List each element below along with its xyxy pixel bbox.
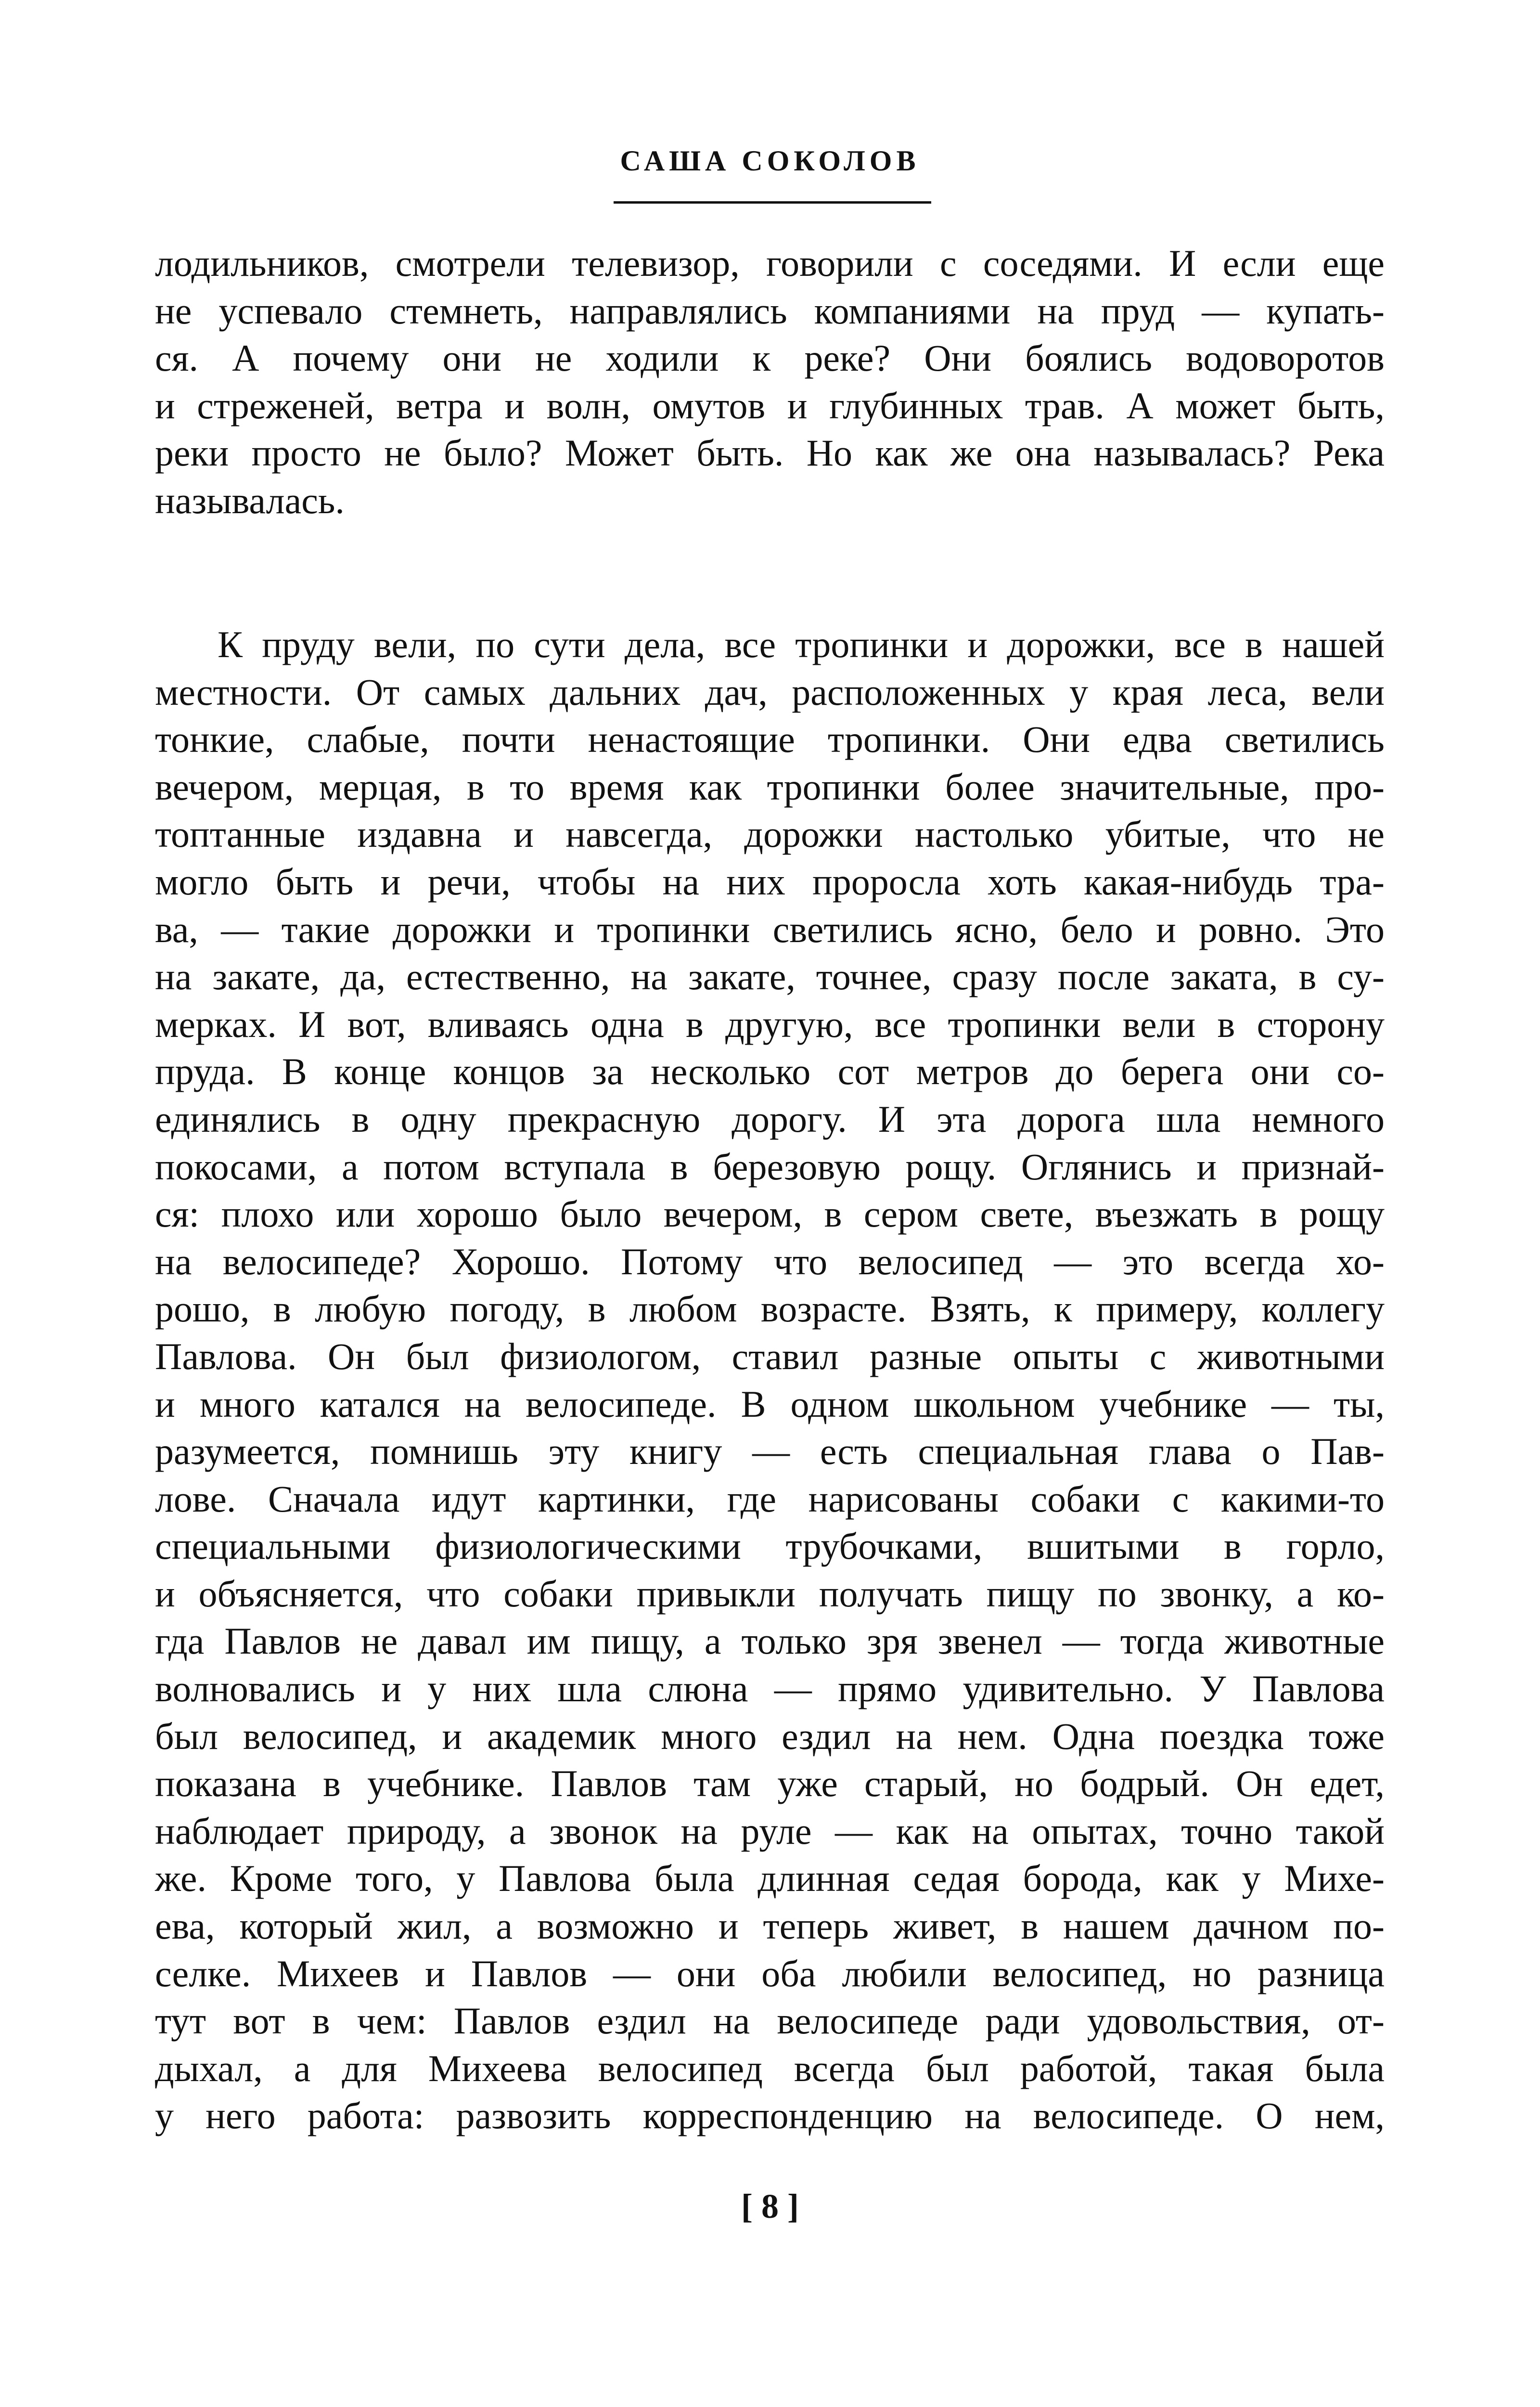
text-line: ся. А почему они не ходили к реке? Они боялись водоворотов [155,337,1385,379]
text-line: тут вот в чем: Павлов ездил на велосипеде ради удовольствия, от- [155,2000,1385,2042]
text-line: ева, который жил, а возможно и теперь живет, в нашем дачном по- [155,1905,1385,1947]
text-line: гда Павлов не давал им пищу, а только зря звенел — тогда животные [155,1620,1385,1662]
text-line: единялись в одну прекрасную дорогу. И эта дорога шла немного [155,1098,1385,1140]
text-line: на закате, да, естественно, на закате, точнее, сразу после заката, в су- [155,956,1385,998]
paragraph-continued [155,240,1385,525]
text-line: рошо, в любую погоду, в любом возрасте. Взять, к примеру, коллегу [155,1288,1385,1330]
text-line: дыхал, а для Михеева велосипед всегда был работой, такая была [155,2047,1385,2089]
text-line: не успевало стемнеть, направлялись компаниями на пруд — купать- [155,289,1385,332]
text-line: реки просто не было? Может быть. Но как же она называлась? Река [155,432,1385,474]
text-line: называлась. [155,479,345,521]
paragraph-pond-paths [155,621,1385,2140]
text-line: наблюдает природу, а звонок на руле — как на опытах, точно такой [155,1810,1385,1852]
text-line: волновались и у них шла слюна — прямо удивительно. У Павлова [155,1668,1385,1710]
text-line: на велосипеде? Хорошо. Потому что велосипед — это всегда хо- [155,1240,1385,1282]
header-rule [614,201,931,204]
text-line: и много катался на велосипеде. В одном школьном учебнике — ты, [155,1383,1385,1425]
text-line: тонкие, слабые, почти ненастоящие тропинки. Они едва светились [155,718,1385,761]
running-head-author: САША СОКОЛОВ [620,145,920,177]
text-line: К пруду вели, по сути дела, все тропинки и дорожки, все в нашей [218,623,1385,665]
text-line: же. Кроме того, у Павлова была длинная седая борода, как у Михе- [155,1857,1385,1900]
text-line: разумеется, помнишь эту книгу — есть специальная глава о Пав- [155,1430,1385,1473]
text-line: покосами, а потом вступала в березовую рощу. Оглянись и признай- [155,1145,1385,1188]
text-line: могло быть и речи, чтобы на них проросла хоть какая-нибудь тра- [155,860,1385,903]
text-line: ся: плохо или хорошо было вечером, в сером свете, въезжать в рощу [155,1193,1385,1235]
text-line: Павлова. Он был физиологом, ставил разные опыты с животными [155,1335,1385,1377]
text-line: топтанные издавна и навсегда, дорожки настолько убитые, что не [155,813,1385,855]
text-line: показана в учебнике. Павлов там уже старый, но бодрый. Он едет, [155,1762,1385,1805]
text-line: ва, — такие дорожки и тропинки светились ясно, бело и ровно. Это [155,908,1385,950]
page-number: [ 8 ] [741,2187,799,2226]
text-line: лове. Сначала идут картинки, где нарисованы собаки с какими-то [155,1477,1385,1520]
text-line: лодильников, смотрели телевизор, говорили с соседями. И если еще [155,242,1385,284]
text-line: у него работа: развозить корреспонденцию на велосипеде. О нем, [155,2095,1385,2137]
text-line: селке. Михеев и Павлов — они оба любили велосипед, но разница [155,1952,1385,1994]
text-line: специальными физиологическими трубочками, вшитыми в горло, [155,1525,1385,1567]
text-line: и объясняется, что собаки привыкли получать пищу по звонку, а ко- [155,1572,1385,1615]
text-line: мерках. И вот, вливаясь одна в другую, все тропинки вели в сторону [155,1003,1385,1045]
text-line: вечером, мерцая, в то время как тропинки более значительные, про- [155,765,1385,808]
text-line: пруда. В конце концов за несколько сот метров до берега они со- [155,1050,1385,1093]
text-line: местности. От самых дальних дач, расположенных у края леса, вели [155,671,1385,713]
text-line: был велосипед, и академик много ездил на нем. Одна поездка тоже [155,1715,1385,1757]
text-line: и стреженей, ветра и волн, омутов и глубинных трав. А может быть, [155,384,1385,427]
